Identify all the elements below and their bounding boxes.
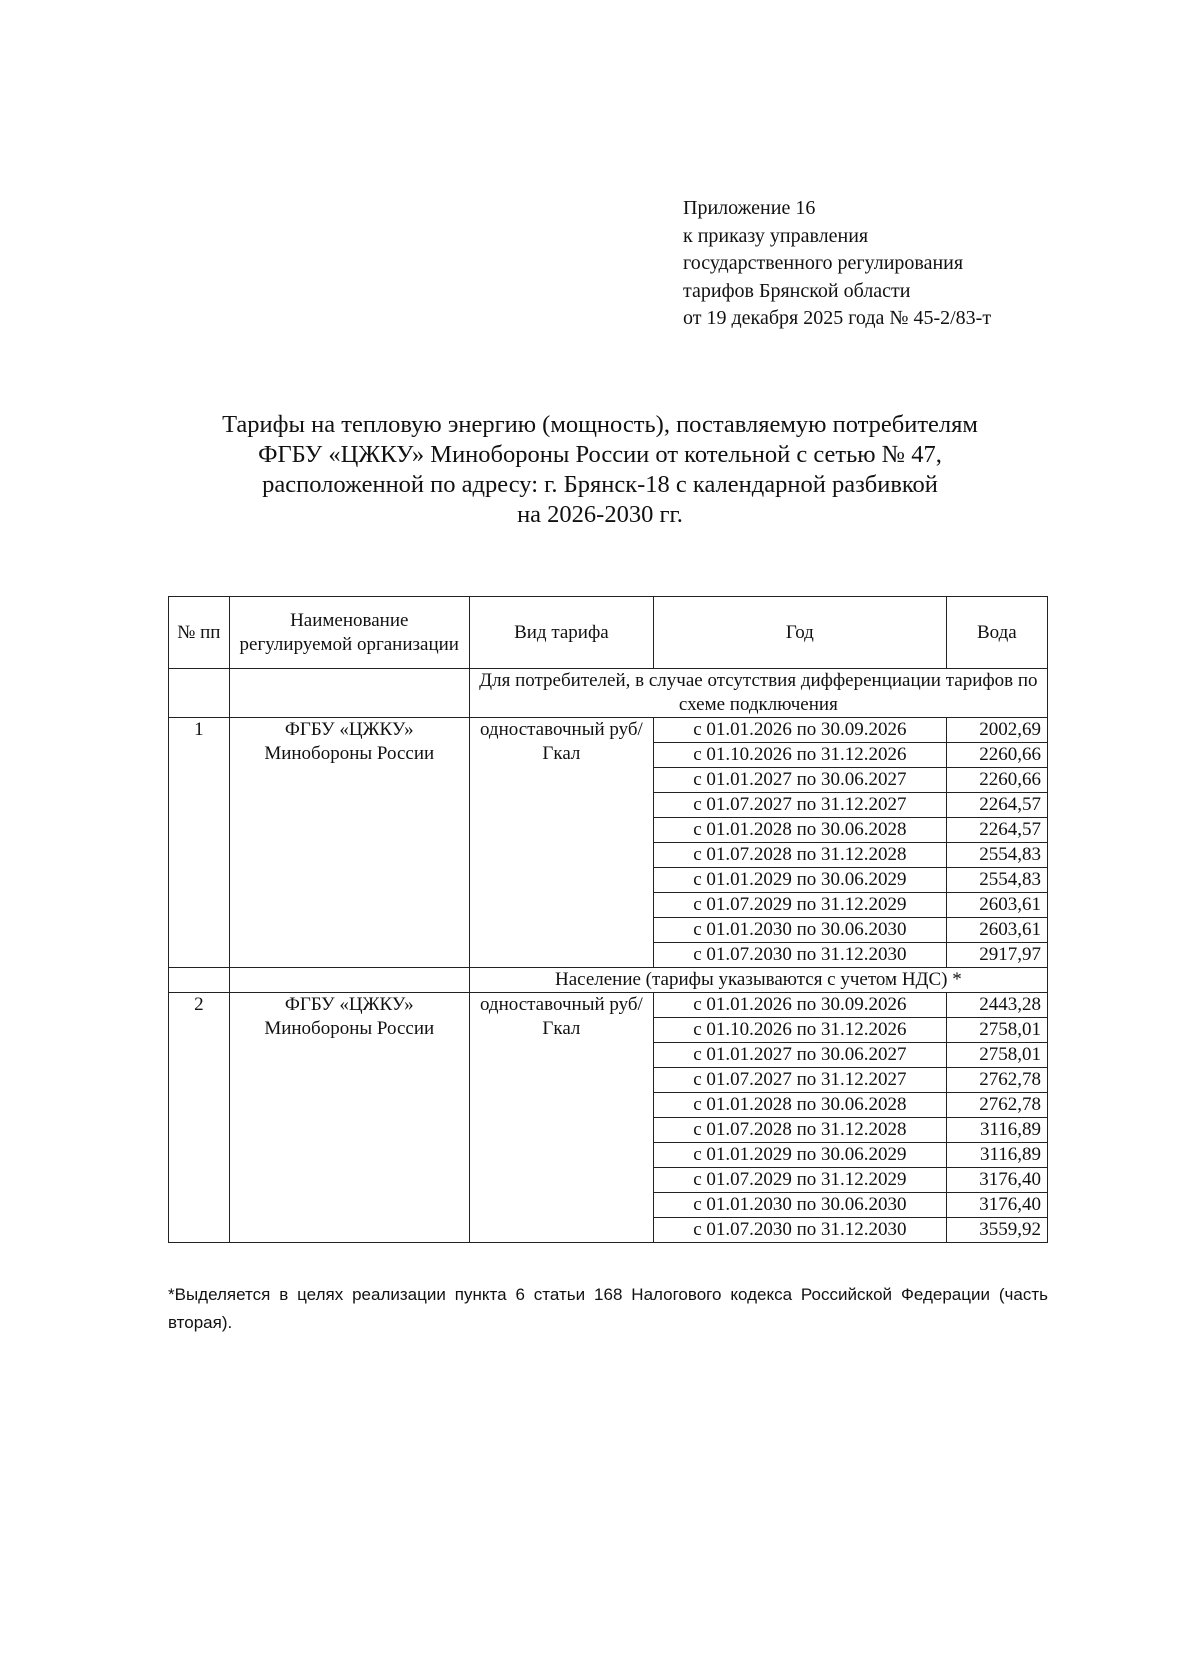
water-value: 2758,01 [946,1043,1047,1068]
organization-name: ФГБУ «ЦЖКУ» Минобороны России [229,993,469,1243]
header-year: Год [654,597,947,669]
water-value: 2762,78 [946,1068,1047,1093]
title-line: на 2026-2030 гг. [517,501,683,528]
period-cell: с 01.01.2028 по 30.06.2028 [654,818,947,843]
empty-cell [229,968,469,993]
document-title [150,410,1050,530]
header-org: Наименование регулируемой организации [229,597,469,669]
water-value: 2762,78 [946,1093,1047,1118]
row-number: 1 [169,718,230,968]
appendix-line: тарифов Брянской области [683,279,911,302]
water-value: 3116,89 [946,1143,1047,1168]
water-value: 2260,66 [946,743,1047,768]
period-cell: с 01.01.2029 по 30.06.2029 [654,868,947,893]
empty-cell [229,669,469,718]
table-row [169,718,1048,743]
row-number: 2 [169,993,230,1243]
footnote: *Выделяется в целях реализации пункта 6 статьи 168 Налогового кодекса Российской Федерации (часть вторая). [168,1285,1048,1332]
header-water: Вода [946,597,1047,669]
appendix-line: государственного регулирования [683,252,964,274]
period-cell: с 01.07.2028 по 31.12.2028 [654,1118,947,1143]
section-label: Для потребителей, в случае отсутствия дифференциации тарифов по схеме подключения [469,669,1047,718]
table-row [169,993,1048,1018]
appendix-line: от 19 декабря 2025 года № 45-2/83-т [683,307,992,329]
period-cell: с 01.07.2028 по 31.12.2028 [654,843,947,868]
title-line: Тарифы на тепловую энергию (мощность), поставляемую потребителям [222,411,978,438]
period-cell: с 01.01.2029 по 30.06.2029 [654,1143,947,1168]
water-value: 2554,83 [946,843,1047,868]
table-header-row [169,597,1048,669]
section-label: Население (тарифы указываются с учетом НДС) * [469,968,1047,993]
water-value: 2917,97 [946,943,1047,968]
section-label-row [169,669,1048,718]
title-line: расположенной по адресу: г. Брянск-18 с календарной разбивкой [262,471,938,498]
period-cell: с 01.10.2026 по 31.12.2026 [654,1018,947,1043]
section-label-row [169,968,1048,993]
tariff-type: одноставочный руб/Гкал [469,993,653,1243]
empty-cell [169,669,230,718]
water-value: 2264,57 [946,793,1047,818]
appendix-line: к приказу управления [683,224,869,247]
water-value: 3176,40 [946,1168,1047,1193]
table-body [169,669,1048,1243]
period-cell: с 01.01.2027 по 30.06.2027 [654,1043,947,1068]
water-value: 3176,40 [946,1193,1047,1218]
water-value: 2260,66 [946,768,1047,793]
appendix-line: Приложение 16 [683,197,816,219]
period-cell: с 01.07.2027 по 31.12.2027 [654,793,947,818]
period-cell: с 01.01.2026 по 30.09.2026 [654,993,947,1018]
header-num: № пп [169,597,230,669]
period-cell: с 01.01.2027 по 30.06.2027 [654,768,947,793]
organization-name: ФГБУ «ЦЖКУ» Минобороны России [229,718,469,968]
water-value: 2002,69 [946,718,1047,743]
period-cell: с 01.01.2030 по 30.06.2030 [654,918,947,943]
period-cell: с 01.07.2027 по 31.12.2027 [654,1068,947,1093]
water-value: 3559,92 [946,1218,1047,1243]
title-line: ФГБУ «ЦЖКУ» Минобороны России от котельной с сетью № 47, [258,441,942,468]
water-value: 2758,01 [946,1018,1047,1043]
tariff-table [168,596,1048,1243]
period-cell: с 01.10.2026 по 31.12.2026 [654,743,947,768]
header-tariff-type: Вид тарифа [469,597,653,669]
period-cell: с 01.01.2026 по 30.09.2026 [654,718,947,743]
water-value: 2443,28 [946,993,1047,1018]
period-cell: с 01.07.2029 по 31.12.2029 [654,893,947,918]
appendix-block [683,195,991,333]
water-value: 3116,89 [946,1118,1047,1143]
water-value: 2264,57 [946,818,1047,843]
period-cell: с 01.01.2030 по 30.06.2030 [654,1193,947,1218]
period-cell: с 01.07.2029 по 31.12.2029 [654,1168,947,1193]
period-cell: с 01.07.2030 по 31.12.2030 [654,1218,947,1243]
water-value: 2603,61 [946,918,1047,943]
empty-cell [169,968,230,993]
period-cell: с 01.01.2028 по 30.06.2028 [654,1093,947,1118]
period-cell: с 01.07.2030 по 31.12.2030 [654,943,947,968]
tariff-type: одноставочный руб/Гкал [469,718,653,968]
water-value: 2603,61 [946,893,1047,918]
water-value: 2554,83 [946,868,1047,893]
